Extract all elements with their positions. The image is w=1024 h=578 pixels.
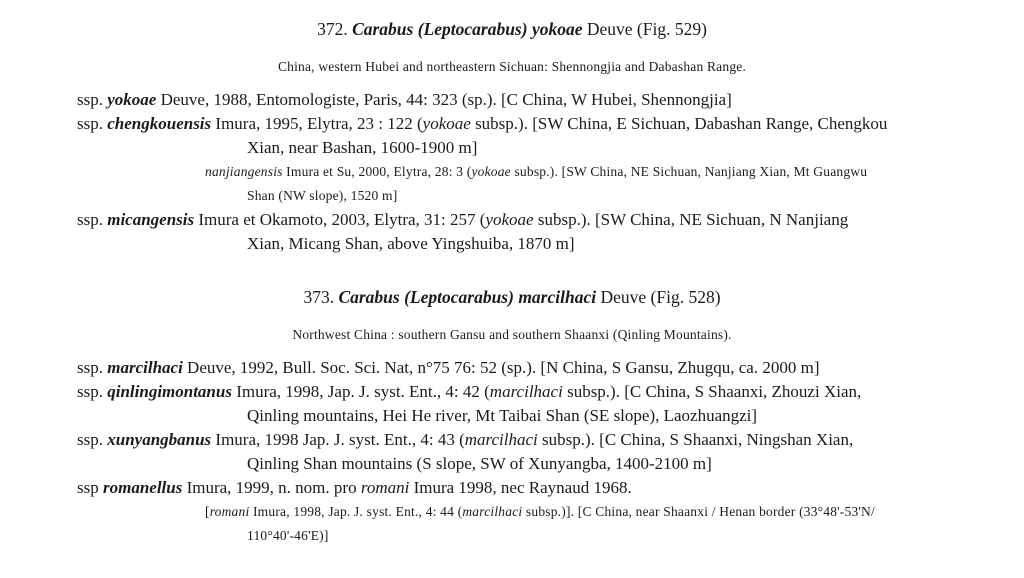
entry-line	[77, 452, 1024, 476]
entry-text: [	[205, 504, 210, 519]
referenced-taxon-name: romani	[360, 478, 410, 497]
entry-line	[77, 524, 1024, 548]
entry-text: subsp.). [SW China, NE Sichuan, Nanjiang Xian, Mt Guangwu	[510, 164, 868, 179]
entry-line	[77, 208, 1024, 232]
referenced-taxon-name: yokoae	[485, 210, 534, 229]
entry-text: Qinling mountains, Hei He river, Mt Taibai Shan (SE slope), Laozhuangzi]	[247, 406, 758, 425]
entry-line	[77, 160, 1024, 184]
entry-line	[77, 88, 1024, 112]
subspecies-name: xunyangbanus	[107, 430, 212, 449]
entry-text: Imura 1998, nec Raynaud 1968.	[409, 478, 632, 497]
entry-text: ssp.	[77, 210, 108, 229]
entry-text: Imura, 1999, n. nom. pro	[182, 478, 361, 497]
entry-text: subsp.). [SW China, NE Sichuan, N Nanjiang	[533, 210, 849, 229]
entry-line	[77, 428, 1024, 452]
entry-text: Qinling Shan mountains (S slope, SW of Xunyangba, 1400-2100 m]	[247, 454, 712, 473]
entry-text: Deuve, 1992, Bull. Soc. Sci. Nat, n°75 76: 52 (sp.). [N China, S Gansu, Zhugqu, ca. 2000 m]	[182, 358, 820, 377]
referenced-taxon-name: marcilhaci	[462, 504, 523, 519]
subspecies-name: yokoae	[107, 90, 157, 109]
entry-text: Deuve, 1988, Entomologiste, Paris, 44: 323 (sp.). [C China, W Hubei, Shennongjia]	[156, 90, 732, 109]
entry-text: Xian, Micang Shan, above Yingshuiba, 1870 m]	[247, 234, 575, 253]
referenced-taxon-name: yokoae	[422, 114, 471, 133]
subspecies-name: qinlingimontanus	[107, 382, 232, 401]
species-section-373	[0, 286, 1024, 548]
entry-text: Imura et Okamoto, 2003, Elytra, 31: 257 (	[194, 210, 486, 229]
entry-text: ssp.	[77, 382, 108, 401]
entry-text: subsp.). [C China, S Shaanxi, Zhouzi Xian,	[562, 382, 862, 401]
species-number: 372.	[317, 19, 348, 39]
species-author-fig: Deuve (Fig. 528)	[600, 287, 721, 307]
species-section-372	[0, 18, 1024, 256]
entry-text: ssp.	[77, 90, 108, 109]
referenced-taxon-name: yokoae	[471, 164, 511, 179]
entry-text: Imura et Su, 2000, Elytra, 28: 3 (	[282, 164, 472, 179]
referenced-taxon-name: nanjiangensis	[205, 164, 283, 179]
entry-line	[77, 232, 1024, 256]
subspecies-name: romanellus	[102, 478, 183, 497]
entry-text: Imura, 1998, Jap. J. syst. Ent., 4: 44 (	[249, 504, 463, 519]
entry-text: subsp.). [SW China, E Sichuan, Dabashan Range, Chengkou	[470, 114, 888, 133]
distribution-summary: China, western Hubei and northeastern Sichuan: Shennongjia and Dabashan Range.	[277, 59, 747, 74]
species-name: Carabus (Leptocarabus) yokoae	[352, 19, 583, 39]
subspecies-name: micangensis	[107, 210, 195, 229]
entry-text: Shan (NW slope), 1520 m]	[247, 188, 398, 203]
referenced-taxon-name: marcilhaci	[489, 382, 563, 401]
entry-line	[77, 380, 1024, 404]
species-author-fig: Deuve (Fig. 529)	[586, 19, 707, 39]
entry-text: ssp.	[77, 358, 108, 377]
species-name: Carabus (Leptocarabus) marcilhaci	[338, 287, 597, 307]
entry-text: Imura, 1998 Jap. J. syst. Ent., 4: 43 (	[211, 430, 465, 449]
entry-text: subsp.)]. [C China, near Shaanxi / Henan border (33°48'-53'N/	[522, 504, 875, 519]
subspecies-list	[0, 88, 1024, 256]
entry-line	[77, 112, 1024, 136]
entry-text: Imura, 1998, Jap. J. syst. Ent., 4: 42 (	[231, 382, 490, 401]
entry-text: 110°40'-46'E)]	[247, 528, 329, 543]
referenced-taxon-name: marcilhaci	[464, 430, 538, 449]
entry-text: ssp	[77, 478, 103, 497]
entry-text: ssp.	[77, 430, 108, 449]
entry-line	[77, 356, 1024, 380]
entry-line	[77, 404, 1024, 428]
species-heading	[0, 286, 1024, 308]
species-number: 373.	[303, 287, 335, 307]
entry-text: subsp.). [C China, S Shaanxi, Ningshan Xian,	[537, 430, 854, 449]
entry-text: Imura, 1995, Elytra, 23 : 122 (	[211, 114, 423, 133]
species-heading	[0, 18, 1024, 40]
entry-text: Xian, near Bashan, 1600-1900 m]	[247, 138, 478, 157]
entry-line	[77, 136, 1024, 160]
subspecies-name: chengkouensis	[107, 114, 212, 133]
distribution-summary: Northwest China : southern Gansu and southern Shaanxi (Qinling Mountains).	[292, 327, 732, 342]
entry-line	[77, 184, 1024, 208]
subspecies-list	[0, 356, 1024, 548]
entry-text: ssp.	[77, 114, 108, 133]
subspecies-name: marcilhaci	[107, 358, 183, 377]
referenced-taxon-name: romani	[209, 504, 250, 519]
entry-line	[77, 500, 1024, 524]
entry-line	[77, 476, 1024, 500]
